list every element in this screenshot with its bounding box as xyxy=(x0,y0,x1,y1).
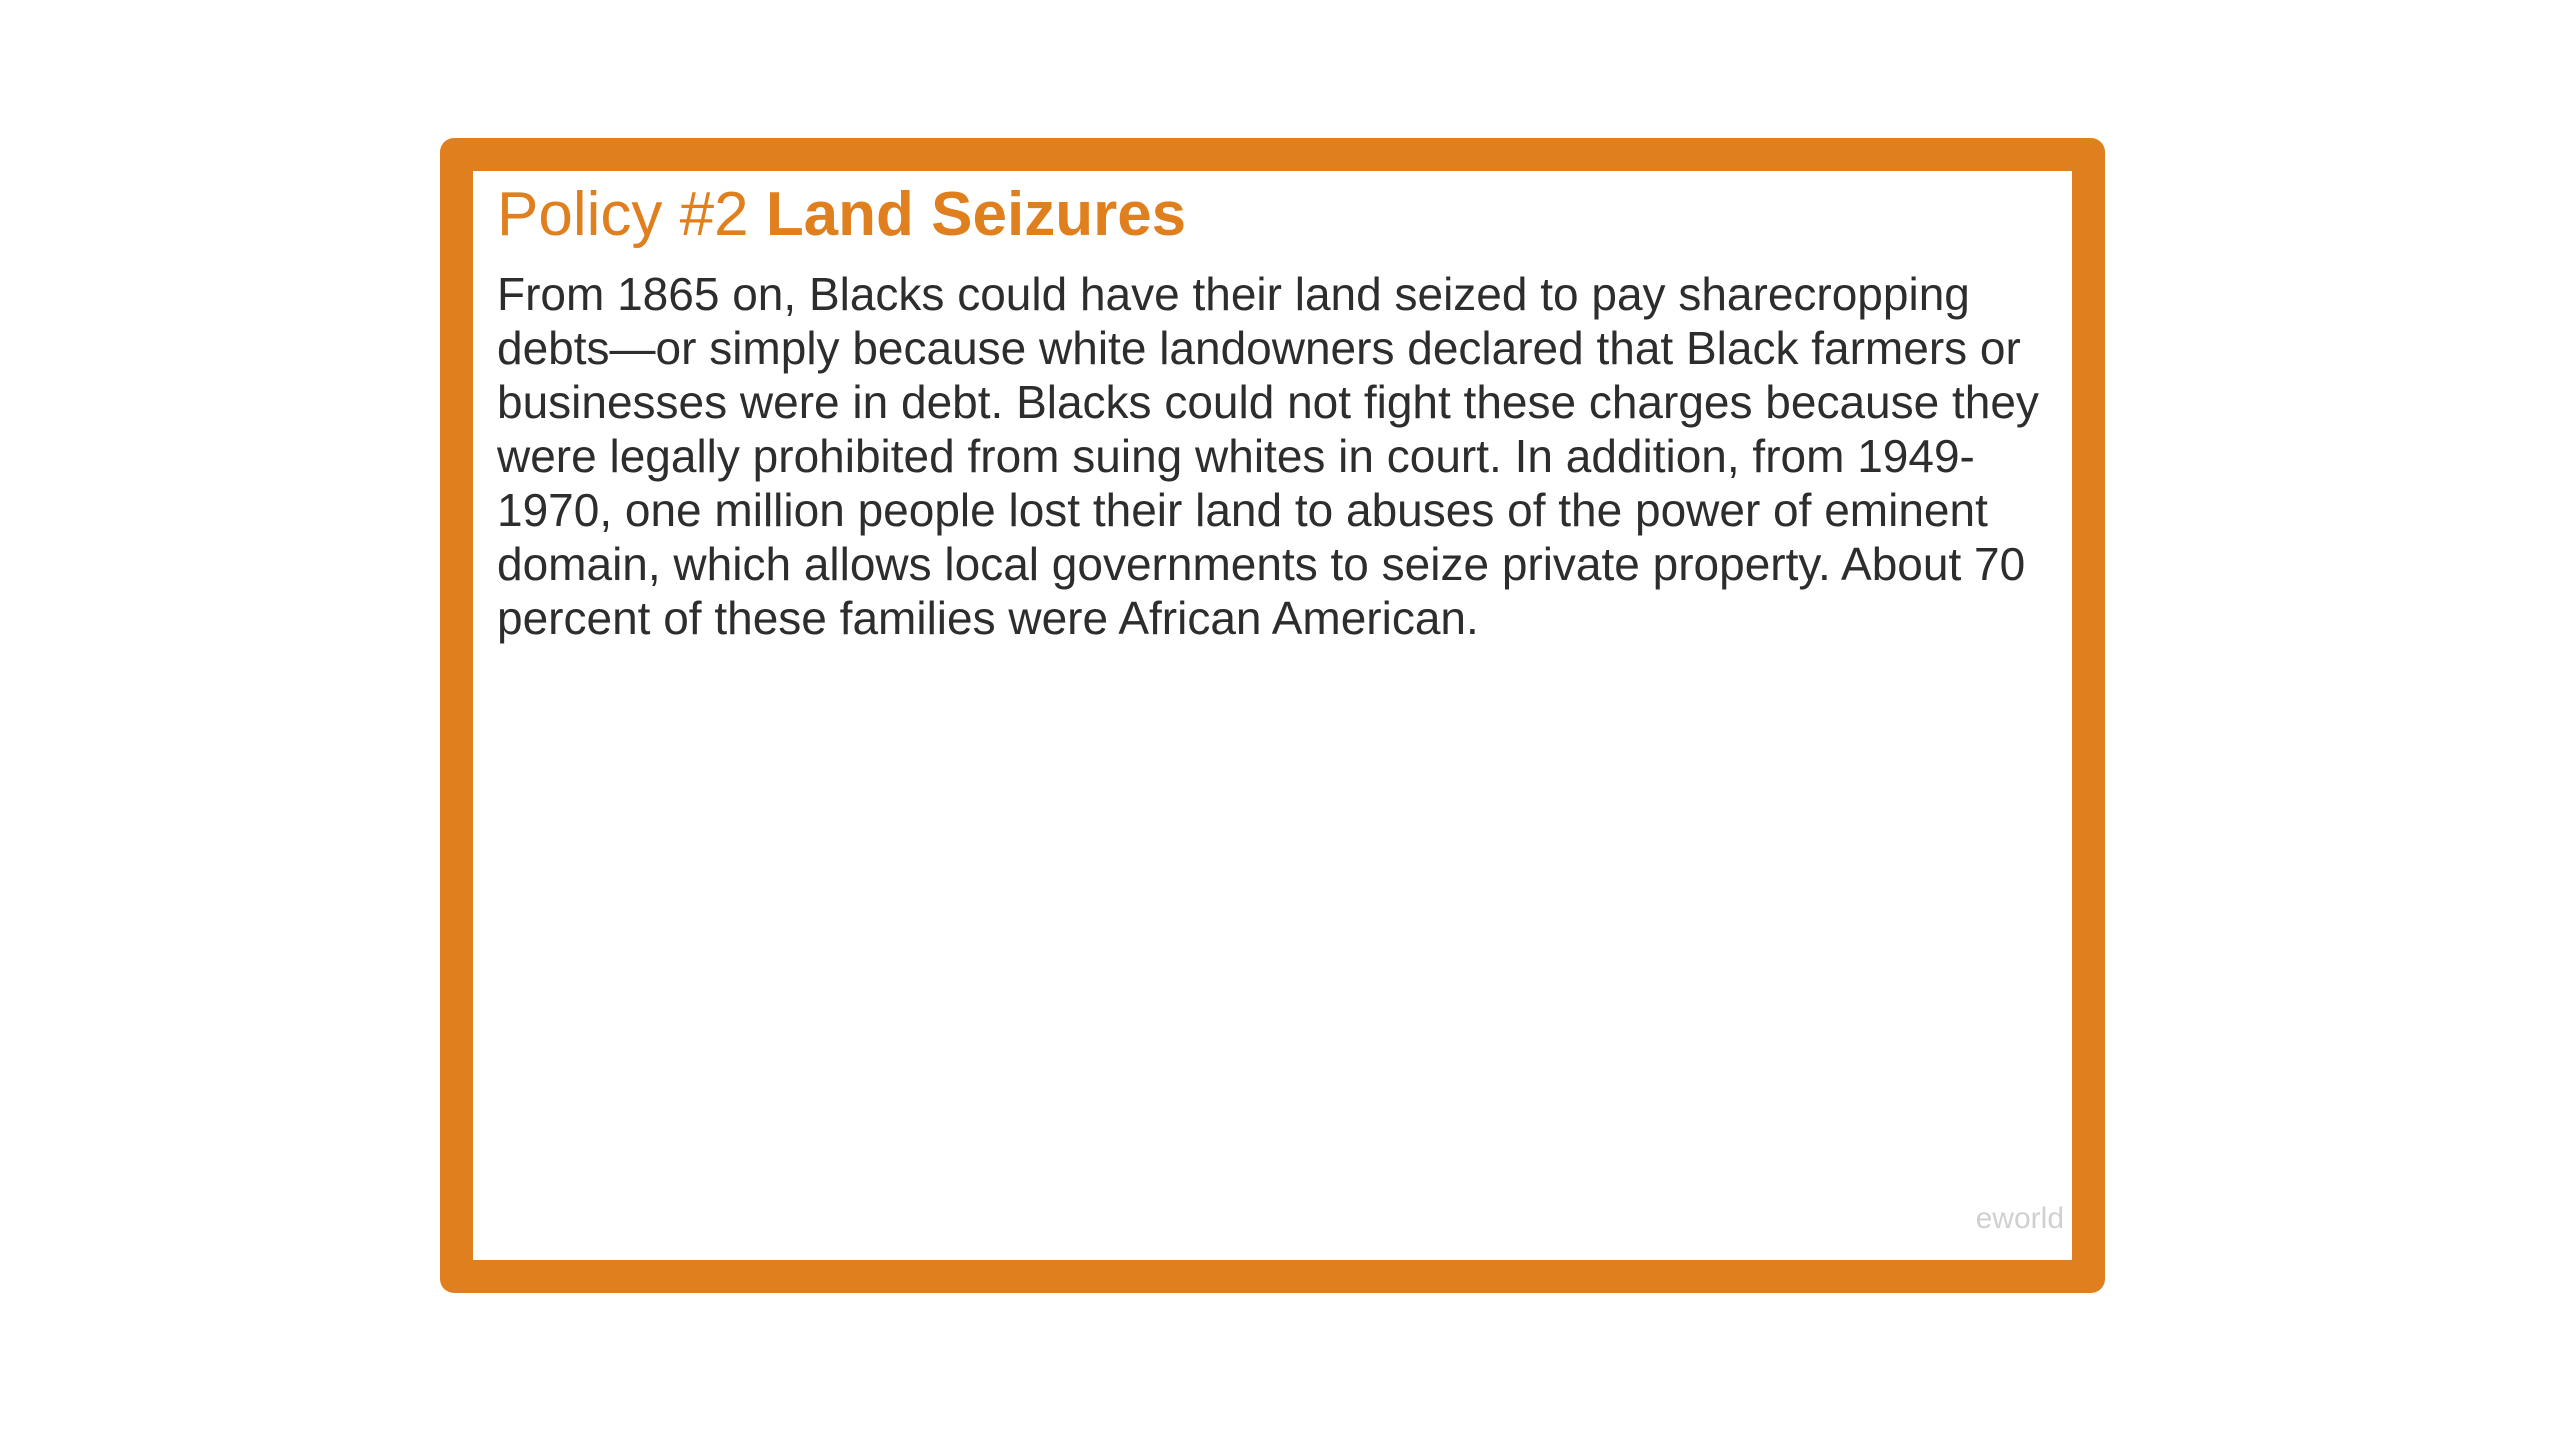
title-main: Land Seizures xyxy=(765,180,1187,249)
card-body-text: From 1865 on, Blacks could have their land seized to pay sharecropping debts—or simply because white landowners declared that Black farmers or businesses were in debt. Blacks could not fight these charges because they were legally prohibited from suing whites in court. In addition, from 1949-1970, one million people lost their land to abuses of the power of eminent domain, which allows local governments to seize private property. About 70 percent of these families were African American. xyxy=(497,268,2039,644)
card-title xyxy=(497,175,1186,256)
title-prefix: Policy #2 xyxy=(497,180,749,249)
policy-card xyxy=(440,138,2105,1293)
watermark: eworld xyxy=(1975,1202,2064,1235)
